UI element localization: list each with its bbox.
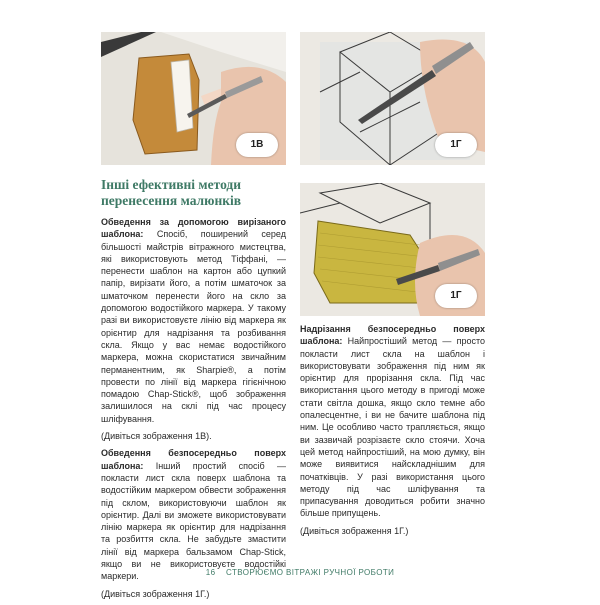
- page-footer: [0, 568, 600, 577]
- paragraph-direct-cutting: [300, 323, 485, 520]
- right-text-column: [300, 323, 485, 542]
- photo-1g-yellow-glass: [300, 183, 485, 316]
- paragraph-direct-tracing: [101, 447, 286, 582]
- photo-1v-tracing-template: [101, 32, 286, 165]
- paragraph-body: Спосіб, поширений серед більшості майстрів вітражного мистецтва, які використовують метод Тіффані, — перенести шаблон на картон або цупкий папір, вирізати його, а потім шматочок за шматочком перенести його на скло за допомогою водостійкого маркера. У такому разі ви використовуєте лінію від маркера як орієнтир для надрізання та розбивання скла. Якщо у вас немає водостійкого маркера, можна скористатися звичайним перманентним, як Sharpie®, а потім провести по лінії від маркера гігієнічною помадою Chap-Stick®, щоб зображення залишилося на склі під час процесу шліфування.: [101, 229, 286, 424]
- paragraph-lead: Обведення безпосередньо поверх шаблона:: [101, 448, 286, 471]
- section-heading: [101, 177, 291, 209]
- photo-1v-badge: 1В: [236, 133, 278, 157]
- page-number: 16: [205, 568, 216, 577]
- figure-reference: (Дивіться зображення 1В).: [101, 431, 212, 442]
- paragraph-body: Найпростіший метод — просто покласти лист скла на шаблон і використовувати зображення під ним як орієнтир для прорізання скла. Під час використання цього методу в пригоді може стати світла дошка, якщо скло темне або опалесцентне, і ви не бачите шаблона під ним. Це особливо часто трапляється, якщо ви зазвичай розрізаєте скло стоячи. Хоча цей метод найпростіший, на мою думку, він може виявитися найскладнішим для початківців. У разі використання цього методу під час шліфування та припасування доводиться робити значно більше припущень.: [300, 336, 485, 519]
- paragraph-lead: Надрізання безпосередньо поверх шаблона:: [300, 324, 485, 347]
- photo-1g-tracing-over-pattern: [300, 32, 485, 165]
- running-title: СТВОРЮЄМО ВІТРАЖІ РУЧНОЇ РОБОТИ: [226, 568, 395, 577]
- paragraph-body: Інший простий спосіб — покласти лист скла поверх шаблона та водостійким маркером обвести зображення під склом, використовуючи шаблон як орієнтир. Далі ви зможете використовувати лінію маркера як орієнтир для надрізання та розбиття скла. Не забудьте змастити лінії від маркера бальзамом Chap-Stick, якщо ви не використовуєте водостійкі маркери.: [101, 460, 286, 582]
- paragraph-template-tracing: [101, 216, 286, 425]
- section-heading-line-2: перенесення малюнків: [101, 193, 242, 208]
- figure-reference: (Дивіться зображення 1Г.): [101, 588, 210, 599]
- photo-1g-bottom-badge: 1Г: [435, 284, 477, 308]
- photo-1g-top-badge: 1Г: [435, 133, 477, 157]
- paragraph-lead: Обведення за допомогою вирізаного шаблона:: [101, 217, 286, 240]
- left-text-column: [101, 216, 286, 605]
- figure-reference: (Дивіться зображення 1Г.): [300, 525, 409, 536]
- section-heading-line-1: Інші ефективні методи: [101, 177, 242, 192]
